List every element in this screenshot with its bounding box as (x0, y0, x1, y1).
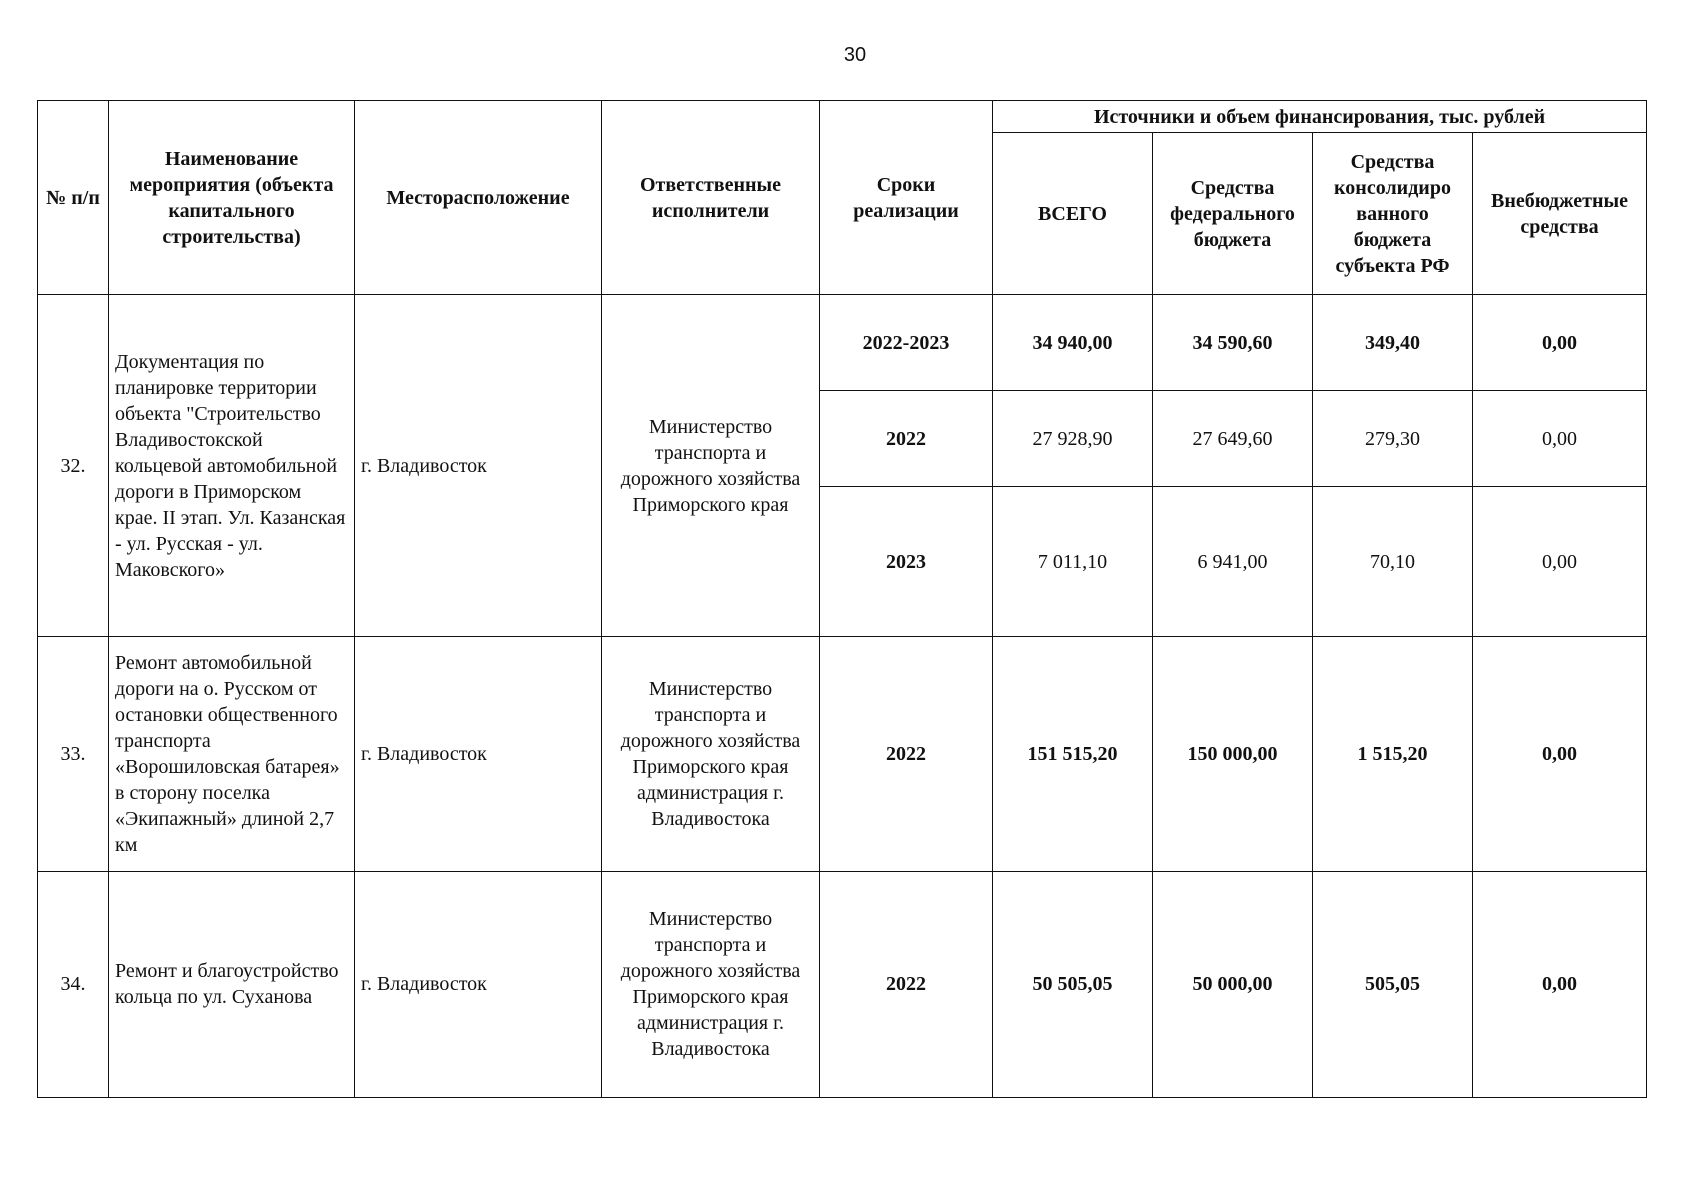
row-extra: 0,00 (1473, 871, 1647, 1097)
row-name: Документация по планировке территории объекта "Строительство Владивостокской кольцевой автомобильной дороги в Приморском крае. II этап. Ул. Казанская - ул. Русская - ул. Маковского» (109, 295, 355, 637)
row-federal: 6 941,00 (1153, 487, 1313, 637)
row-federal: 27 649,60 (1153, 391, 1313, 487)
row-period: 2022-2023 (820, 295, 993, 391)
row-regional: 349,40 (1313, 295, 1473, 391)
header-regional: Средства консолидиро ванного бюджета субъекта РФ (1313, 133, 1473, 295)
header-federal: Средства федерального бюджета (1153, 133, 1313, 295)
row-responsible: Министерство транспорта и дорожного хозяйства Приморского края администрация г. Владивостока (602, 871, 820, 1097)
row-num: 32. (38, 295, 109, 637)
row-extra: 0,00 (1473, 487, 1647, 637)
row-regional: 505,05 (1313, 871, 1473, 1097)
row-location: г. Владивосток (355, 871, 602, 1097)
row-responsible: Министерство транспорта и дорожного хозяйства Приморского края администрация г. Владивостока (602, 637, 820, 871)
row-total: 7 011,10 (993, 487, 1153, 637)
row-total: 27 928,90 (993, 391, 1153, 487)
row-period: 2022 (820, 637, 993, 871)
table-row (38, 637, 1647, 871)
row-name: Ремонт и благоустройство кольца по ул. Суханова (109, 871, 355, 1097)
row-extra: 0,00 (1473, 391, 1647, 487)
table-row (38, 295, 1647, 391)
header-sources-group: Источники и объем финансирования, тыс. рублей (993, 101, 1647, 133)
row-total: 151 515,20 (993, 637, 1153, 871)
row-regional: 279,30 (1313, 391, 1473, 487)
header-period: Сроки реализации (820, 101, 993, 295)
header-num: № п/п (38, 101, 109, 295)
row-federal: 50 000,00 (1153, 871, 1313, 1097)
row-location: г. Владивосток (355, 637, 602, 871)
financing-table (37, 100, 1647, 1098)
row-federal: 150 000,00 (1153, 637, 1313, 871)
row-regional: 70,10 (1313, 487, 1473, 637)
row-num: 34. (38, 871, 109, 1097)
row-extra: 0,00 (1473, 637, 1647, 871)
table-row (38, 871, 1647, 1097)
row-federal: 34 590,60 (1153, 295, 1313, 391)
header-extra: Внебюджетные средства (1473, 133, 1647, 295)
row-regional: 1 515,20 (1313, 637, 1473, 871)
row-name: Ремонт автомобильной дороги на о. Русском от остановки общественного транспорта «Ворошиловская батарея» в сторону поселка «Экипажный» длиной 2,7 км (109, 637, 355, 871)
header-total: ВСЕГО (993, 133, 1153, 295)
row-period: 2022 (820, 871, 993, 1097)
header-responsible: Ответственные исполнители (602, 101, 820, 295)
row-location: г. Владивосток (355, 295, 602, 637)
row-num: 33. (38, 637, 109, 871)
page-number: 30 (843, 44, 867, 66)
header-location: Месторасположение (355, 101, 602, 295)
row-total: 50 505,05 (993, 871, 1153, 1097)
row-total: 34 940,00 (993, 295, 1153, 391)
row-period: 2023 (820, 487, 993, 637)
header-name: Наименование мероприятия (объекта капитального строительства) (109, 101, 355, 295)
row-extra: 0,00 (1473, 295, 1647, 391)
row-period: 2022 (820, 391, 993, 487)
row-responsible: Министерство транспорта и дорожного хозяйства Приморского края (602, 295, 820, 637)
